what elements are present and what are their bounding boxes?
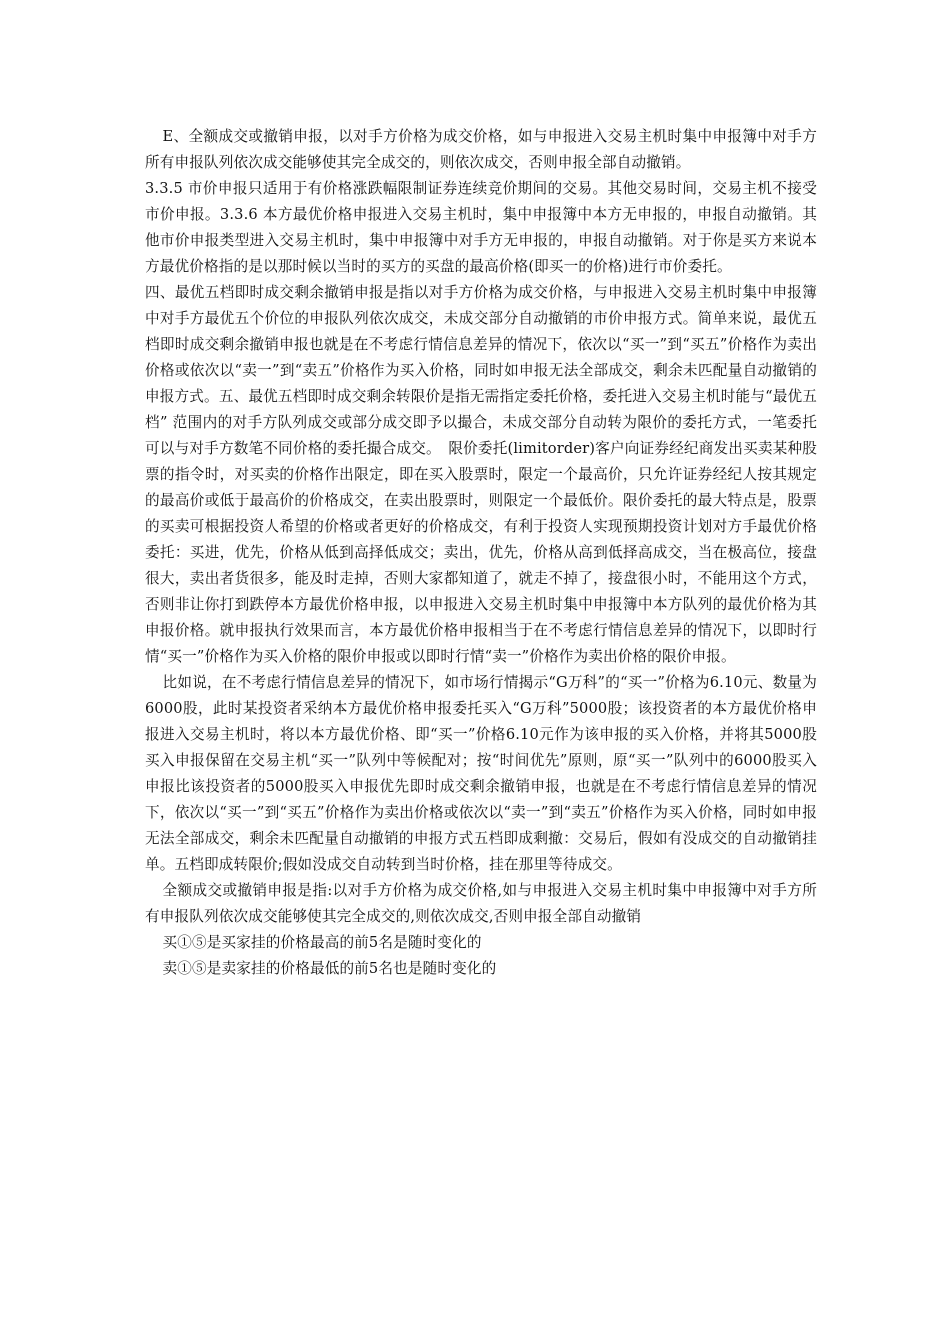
paragraph-best-five-levels: 四、最优五档即时成交剩余撤销申报是指以对手方价格为成交价格，与申报进入交易主机时集中申报簿中对手方最优五个价位的申报队列依次成交，未成交部分自动撤销的市价申报方式。简单来说，最优五档即时成交剩余撤销申报也就是在不考虑行情信息差异的情况下，依次以“买一”到“买五”价格作为卖出价格或依次以“卖一”到“卖五”价格作为买入价格，同时如申报无法全部成交，剩余未匹配量自动撤销的申报方式。五、最优五档即时成交剩余转限价是指无需指定委托价格，委托进入交易主机时能与“最优五档” 范围内的对手方队列成交或部分成交即予以撮合，未成交部分自动转为限价的委托方式，一笔委托可以与对手方数笔不同价格的委托撮合成交。 限价委托(limitorder)客户向证券经纪商发出买卖某种股票的指令时，对买卖的价格作出限定，即在买入股票时，限定一个最高价，只允许证券经纪人按其规定的最高价或低于最高价的价格成交，在卖出股票时，则限定一个最低价。限价委托的最大特点是，股票的买卖可根据投资人希望的价格或者更好的价格成交，有利于投资人实现预期投资计划对方手最优价格委托：买进，优先，价格从低到高择低成交；卖出，优先，价格从高到低择高成交，当在极高位，接盘很大，卖出者货很多，能及时走掉，否则大家都知道了，就走不掉了，接盘很小时，不能用这个方式，否则非让你打到跌停本方最优价格申报，以申报进入交易主机时集中申报簿中本方队列的最优价格为其申报价格。就申报执行效果而言，本方最优价格申报相当于在不考虑行情信息差异的情况下，以即时行情“买一”价格作为买入价格的限价申报或以即时行情“卖一”价格作为卖出价格的限价申报。 [145,284,817,665]
paragraph-buy-levels: 买①⑤是买家挂的价格最高的前5名是随时变化的 [162,934,482,951]
paragraph-full-fill-definition: 全额成交或撤销申报是指:以对手方价格为成交价格,如与申报进入交易主机时集中申报簿中对手方所有申报队列依次成交能够使其完全成交的,则依次成交,否则申报全部自动撤销 [145,882,817,925]
document-body [145,124,817,982]
paragraph-market-order-rules: 3.3.5 市价申报只适用于有价格涨跌幅限制证券连续竞价期间的交易。其他交易时间，交易主机不接受市价申报。3.3.6 本方最优价格申报进入交易主机时，集中申报簿中本方无申报的，申报自动撤销。其他市价申报类型进入交易主机时，集中申报簿中对手方无申报的，申报自动撤销。对于你是买方来说本方最优价格指的是以那时候以当时的买方的买盘的最高价格(即买一的价格)进行市价委托。 [145,180,817,275]
paragraph-example: 比如说，在不考虑行情信息差异的情况下，如市场行情揭示“G万科”的“买一”价格为6.10元、数量为6000股，此时某投资者采纳本方最优价格申报委托买入“G万科”5000股；该投资者的本方最优价格申报进入交易主机时，将以本方最优价格、即“买一”价格6.10元作为该申报的买入价格，并将其5000股买入申报保留在交易主机“买一”队列中等候配对；按“时间优先”原则，原“买一”队列中的6000股买入申报比该投资者的5000股买入申报优先即时成交剩余撤销申报，也就是在不考虑行情信息差异的情况下，依次以“买一”到“买五”价格作为卖出价格或依次以“卖一”到“卖五”价格作为买入价格，同时如申报无法全部成交，剩余未匹配量自动撤销的申报方式五档即成剩撤：交易后，假如有没成交的自动撤销挂单。五档即成转限价;假如没成交自动转到当时价格，挂在那里等待成交。 [145,674,817,873]
paragraph-full-fill-or-cancel: E、全额成交或撤销申报，以对手方价格为成交价格，如与申报进入交易主机时集中申报簿中对手方所有申报队列依次成交能够使其完全成交的，则依次成交，否则申报全部自动撤销。 [145,128,817,171]
paragraph-sell-levels: 卖①⑤是卖家挂的价格最低的前5名也是随时变化的 [162,960,497,977]
